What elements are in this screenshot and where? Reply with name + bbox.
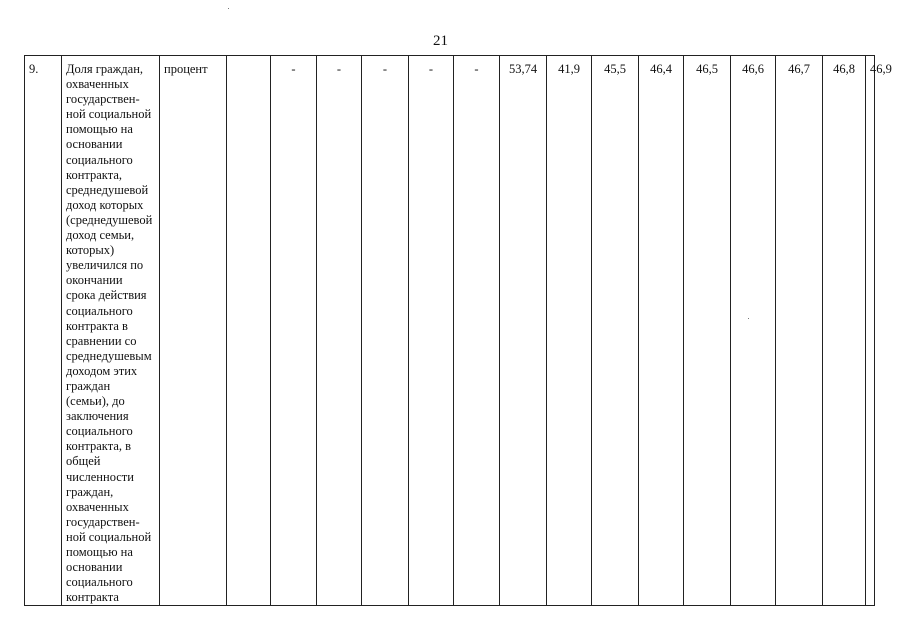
indicator-line: социального	[66, 303, 133, 318]
value-cell: 45,5	[592, 56, 639, 606]
indicator-line: помощью на	[66, 545, 133, 559]
row-number: 9.	[25, 56, 62, 606]
value-cell: -	[454, 56, 500, 606]
indicator-line: заключения	[66, 409, 129, 424]
value-cell: 41,9	[547, 56, 592, 606]
indicator-line: социального	[66, 424, 133, 439]
indicator-line: окончании	[66, 273, 123, 288]
indicator-line: доход которых	[66, 197, 144, 212]
indicator-line: сравнении со	[66, 333, 137, 348]
indicator-line: увеличился по	[66, 258, 144, 273]
indicator-line: помощью на	[66, 122, 133, 137]
indicators-table	[24, 55, 892, 606]
indicator-line: (семьи), до	[66, 394, 125, 409]
page-number: 21	[433, 33, 448, 49]
indicator-line: государствен-	[66, 92, 140, 107]
table-row	[25, 56, 875, 606]
indicator-line: контракта в	[66, 318, 128, 333]
value-cell: 46,8	[823, 56, 866, 606]
indicator-line: которых)	[66, 243, 115, 258]
value-cell: -	[362, 56, 409, 606]
value-cell: 46,9	[866, 56, 875, 606]
indicator-line: охваченных	[66, 499, 129, 514]
value-cell: 46,4	[639, 56, 684, 606]
indicator-line: контракта	[66, 590, 119, 605]
value-cell: -	[271, 56, 317, 606]
indicator-line: охваченных	[66, 77, 129, 92]
indicator-line: социального	[66, 152, 133, 167]
indicator-line: среднедушевым	[66, 348, 152, 363]
scan-speck	[228, 8, 229, 9]
indicator-line: общей	[66, 454, 101, 469]
value-cell: -	[409, 56, 454, 606]
indicator-line: основании	[66, 137, 123, 152]
indicator-line: ной социальной	[66, 107, 152, 122]
indicator-line: Доля граждан,	[66, 62, 144, 76]
indicator-line: (среднедушевой	[66, 212, 153, 227]
indicator-name	[62, 56, 160, 606]
empty-cell	[227, 56, 271, 606]
unit-cell: процент	[160, 56, 227, 606]
indicator-line: граждан,	[66, 484, 114, 499]
indicator-line: социального	[66, 575, 133, 590]
indicator-line: среднедушевой	[66, 182, 149, 197]
indicator-line: контракта,	[66, 167, 122, 182]
indicator-line: численности	[66, 469, 134, 484]
indicator-line: государствен-	[66, 514, 140, 529]
indicator-line: основании	[66, 560, 123, 575]
indicator-line: доход семьи,	[66, 228, 135, 243]
value-cell: 46,7	[776, 56, 823, 606]
value-cell: 53,74	[500, 56, 547, 606]
value-cell: 46,6	[731, 56, 776, 606]
indicator-line: доходом этих	[66, 363, 138, 378]
indicator-line: контракта, в	[66, 439, 132, 454]
value-cell: -	[317, 56, 362, 606]
indicator-line: ной социальной	[66, 529, 152, 544]
value-cell: 46,5	[684, 56, 731, 606]
indicator-line: граждан	[66, 378, 111, 393]
indicator-line: срока действия	[66, 288, 147, 303]
scan-speck	[748, 318, 749, 319]
